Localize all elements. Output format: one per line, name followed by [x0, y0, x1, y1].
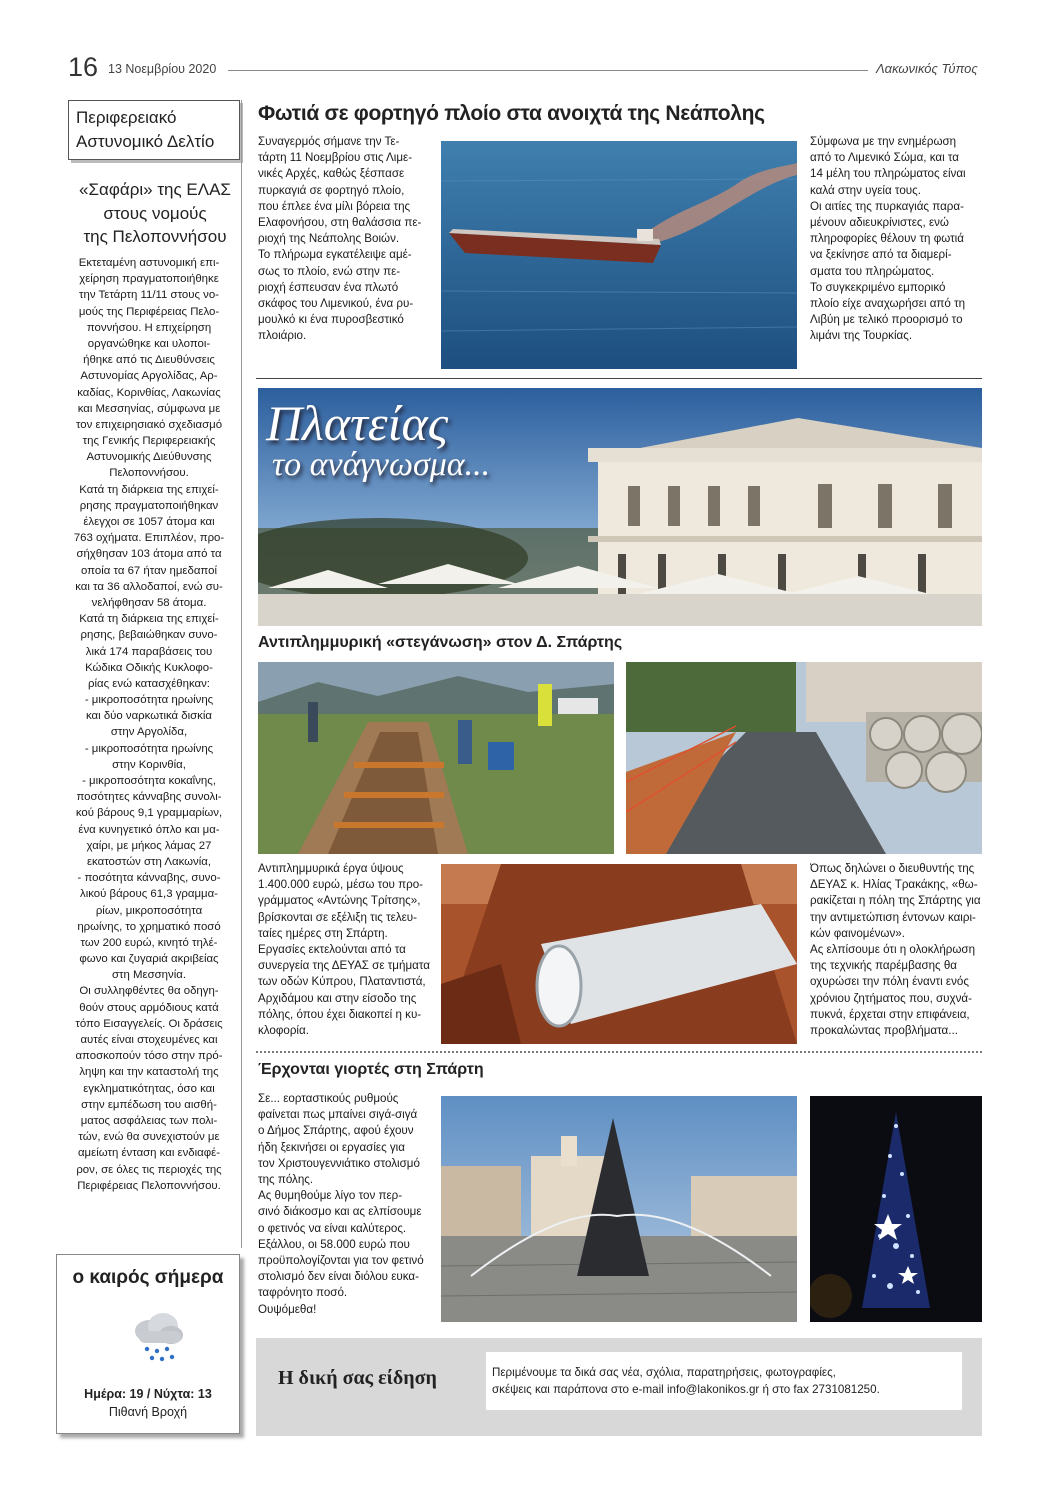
text-line: νελήφθησαν 58 άτομα. — [91, 596, 207, 609]
text-line: ληψη και την καταστολή της — [79, 1066, 219, 1079]
flood-article-left — [258, 861, 430, 1039]
text-line: 1.400.000 ευρώ, μέσω του προ- — [258, 878, 424, 892]
text-line: Οι αιτίες της πυρκαγιάς παρα- — [810, 199, 964, 213]
text-line: ο Δήμος Σπάρτης, αφού έχουν — [258, 1124, 414, 1138]
text-line: Το πλήρωμα εγκατέλειψε αμέ- — [258, 248, 412, 262]
text-line: χρόνιου ζητήματος που, συχνά- — [810, 991, 972, 1005]
text-line: Πελοποννήσου. — [109, 467, 189, 480]
text-line: Ας θυμηθούμε λίγο τον περ- — [258, 1189, 403, 1203]
text-line: την αντιμετώπιση έντονων καιρι- — [810, 910, 976, 924]
police-title-line: στους νομούς — [103, 203, 207, 223]
text-line: ρίας ενώ κατασχέθηκαν: — [88, 677, 210, 690]
text-line: των 200 ευρώ, κινητό τηλέ- — [80, 936, 218, 949]
text-line: Λιβύη με τελικό προορισμό το — [810, 313, 963, 327]
text-line: - μικροποσότητα κοκαΐνης, — [82, 775, 216, 787]
text-line: κών φαινομένων». — [810, 926, 905, 940]
page-number: 16 — [68, 52, 99, 82]
text-line: θούν στους αρμόδιους κατά — [79, 1001, 219, 1014]
flood-bottom-rule — [256, 1051, 982, 1053]
text-line: τον Χριστουγεννιάτικο στολισμό — [258, 1156, 420, 1170]
text-line: και Μεσσηνίας, σύμφωνα με — [77, 402, 221, 415]
text-line: Ουψόμεθα! — [258, 1302, 317, 1316]
text-line: τάρτη 11 Νοεμβρίου στις Λιμε- — [258, 151, 413, 165]
text-line: ο φετινός να είναι καλύτερος. — [258, 1221, 407, 1235]
text-line: Κατά τη διάρκεια της επιχεί- — [79, 613, 219, 626]
text-line: - μικροποσότητα ηρωίνης — [84, 742, 214, 755]
text-line: στην Κορινθία, — [112, 758, 186, 771]
text-line: ηρωίνης, το χρηματικό ποσό — [77, 920, 221, 933]
text-line: στην Αργολίδα, — [110, 726, 188, 739]
text-line: μένουν αδιευκρίνιστες, ενώ — [810, 216, 949, 230]
ship-article-right — [810, 134, 982, 345]
text-line: ήδη ξεκινήσει οι εργασίες για — [258, 1140, 405, 1154]
text-line: οποία τα 67 ήταν ημεδαποί — [81, 564, 217, 577]
text-line: ρησης πραγματοποιήθηκαν — [79, 499, 219, 512]
text-line: αποσκοπούν τόσο στην πρό- — [75, 1050, 223, 1063]
text-line: Συναγερμός σήμανε την Τε- — [258, 135, 400, 148]
section-label-line1: Περιφερειακό — [76, 108, 177, 127]
text-line: πυρκαγιά σε φορτηγό πλοίο, — [258, 183, 405, 197]
text-line: φαίνεται πως μπαίνει σιγά-σιγά — [258, 1108, 418, 1122]
text-line: την Τετάρτη 11/11 στους νο- — [79, 289, 219, 302]
text-line: λικά 174 παραβάσεις του — [85, 645, 213, 658]
text-line: της τεχνικής παρέμβασης θα — [810, 959, 958, 973]
text-line: από το Λιμενικό Σώμα, και τα — [810, 151, 959, 165]
text-line: πλοίο είχε αναχωρήσει από τη — [810, 297, 966, 311]
text-line: και τα 36 αλλοδαποί, ενώ συ- — [75, 580, 223, 593]
ship-bottom-rule — [256, 378, 982, 379]
flood-headline: Αντιπλημμυρική «στεγάνωση» στον Δ. Σπάρτης — [258, 634, 623, 651]
holiday-headline: Έρχονται γιορτές στη Σπάρτη — [258, 1061, 484, 1078]
news-box-line1: Περιμένουμε τα δικά σας νέα, σχόλια, παρατηρήσεις, φωτογραφίες, — [492, 1366, 836, 1379]
text-line: Εκτεταμένη αστυνομική επι- — [78, 257, 220, 269]
text-line: καλά στην υγεία τους. — [810, 183, 921, 197]
police-title-line: «Σαφάρι» της ΕΛΑΣ — [79, 180, 231, 199]
text-line: έλεγχοι σε 1057 άτομα και — [83, 516, 215, 528]
text-line: Σύμφωνα με την ενημέρωση — [810, 135, 957, 148]
text-line: ρον, σε όλες τις περιοχές της — [76, 1163, 222, 1176]
text-line: Ας ελπίσουμε ότι η ολοκλήρωση — [810, 943, 976, 957]
text-line: 14 μέλη του πληρώματος είναι — [810, 167, 966, 181]
publication-name: Λακωνικός Τύπος — [876, 61, 978, 76]
text-line: Κατά τη διάρκεια της επιχεί- — [79, 483, 219, 496]
section-label-line2: Αστυνομικό Δελτίο — [76, 132, 215, 151]
pipe-trench-closeup-photo — [441, 864, 797, 1044]
issue-date: 13 Νοεμβρίου 2020 — [108, 62, 217, 76]
text-line: πόλης, όπου έχει διακοπεί η κυ- — [258, 1007, 422, 1021]
text-line: Κώδικα Οδικής Κυκλοφο- — [85, 661, 213, 674]
text-line: των οδών Κύπρου, Πλαταντιστά, — [258, 975, 426, 989]
text-line: της Γενικής Περιφερειακής — [82, 435, 216, 448]
ship-fire-photo — [441, 141, 797, 369]
text-line: Όπως δηλώνει ο διευθυντής της — [810, 862, 975, 875]
text-line: αμείωτη ένταση και ενδιαφέ- — [77, 1147, 221, 1160]
banner-title-line2: το ανάγνωσμα... — [272, 446, 491, 483]
text-line: χαίρι, με μήκος λάμας 27 — [86, 839, 212, 852]
text-line: κλοφορία. — [258, 1024, 309, 1038]
text-line: ρησης, βεβαιώθηκαν συνο- — [80, 629, 218, 642]
header-rule — [228, 70, 868, 71]
text-line: προκαλώντας προβλήματα... — [810, 1024, 958, 1038]
text-line: πλοιάριο. — [258, 329, 307, 343]
text-line: ένα κυνηγετικό όπλο και μα- — [78, 823, 220, 836]
text-line: στην εμπέδωση του αισθή- — [81, 1098, 217, 1111]
text-line: Εργασίες εκτελούνται από τα — [258, 943, 406, 957]
rain-cloud-icon — [127, 1309, 187, 1365]
text-line: σματα του πληρώματος. — [810, 264, 935, 278]
text-line: αυτές είναι στοχευμένες και — [80, 1034, 218, 1046]
news-box-line2: σκέψεις και παράπονα στο e-mail info@lakonikos.gr ή στο fax 2731081250. — [492, 1383, 880, 1396]
pipes-road-photo — [626, 662, 982, 854]
flood-article-right — [810, 861, 982, 1039]
text-line: οργανώθηκε και υλοποι- — [87, 337, 211, 350]
text-line: βρίσκονται σε εξέλιξη τις τελευ- — [258, 910, 417, 924]
text-line: προϋπολογίζονται για τον φετινό — [258, 1254, 424, 1268]
text-line: σινό διάκοσμο και ας ελπίσουμε — [258, 1205, 422, 1219]
text-line: ρακίζεται η πόλη της Σπάρτης για — [810, 894, 981, 908]
holiday-article-body — [258, 1091, 430, 1318]
text-line: τον επιχειρησιακό σχεδιασμό — [75, 418, 223, 431]
text-line: γράμματος «Αντώνης Τρίτσης», — [258, 894, 421, 908]
text-line: νικές Αρχές, καθώς ξέσπασε — [258, 167, 405, 181]
text-line: ταφρόνητο ποσό. — [258, 1286, 348, 1300]
weather-forecast: Πιθανή Βροχή — [108, 1405, 188, 1419]
text-line: 763 οχήματα. Επιπλέον, προ- — [73, 532, 225, 545]
text-line: Οι συλληφθέντες θα οδηγη- — [79, 985, 219, 998]
text-line: συνεργεία της ΔΕΥΑΣ σε τμήματα — [258, 959, 430, 973]
text-line: στολισμό δεν είναι διόλου ευκα- — [258, 1270, 419, 1284]
police-article-body — [70, 255, 228, 1194]
police-title — [66, 178, 244, 249]
news-box-label: Η δική σας είδηση — [278, 1367, 437, 1389]
text-line: σκάφος του Λιμενικού, ένα ρυ- — [258, 297, 414, 311]
police-column-rule — [241, 100, 242, 1248]
text-line: χείρηση πραγματοποιήθηκε — [79, 273, 219, 286]
text-line: λικού βάρους 61,3 γραμμα- — [80, 888, 218, 901]
weather-box — [56, 1254, 240, 1434]
text-line: ποσότητες κάνναβης συνολι- — [76, 791, 222, 804]
text-line: εγκληματικότητας, όσο και — [83, 1082, 215, 1095]
text-line: που έπλεε ένα μίλι βόρεια της — [258, 199, 411, 213]
text-line: Αστυνομίας Αργολίδας, Αρ- — [80, 370, 218, 383]
text-line: Ελαφονήσου, στη θαλάσσια πε- — [258, 216, 422, 230]
text-line: Σε... εορταστικούς ρυθμούς — [258, 1092, 399, 1105]
text-line: μουλκό κι ένα πυροσβεστικό — [258, 313, 404, 327]
trench-works-photo — [258, 662, 614, 854]
text-line: ριοχή έσπευσαν ένα πλωτό — [258, 280, 399, 294]
text-line: σήχθησαν 103 άτομα από τα — [76, 548, 222, 561]
news-submission-box — [256, 1338, 982, 1436]
text-line: λιμάνι της Τουρκίας. — [810, 329, 913, 343]
text-line: σως το πλοίο, ενώ στην πε- — [258, 264, 401, 278]
text-line: φωνο και ζυγαριά ακριβείας — [79, 953, 219, 966]
ship-article-left — [258, 134, 430, 345]
christmas-tree-night-photo — [810, 1096, 982, 1322]
text-line: εκατοστών στη Λακωνία, — [86, 855, 212, 868]
text-line: τόπο Εισαγγελείς. Οι δράσεις — [75, 1017, 223, 1030]
news-box-message-panel — [486, 1352, 962, 1410]
text-line: ριοχή της Νεάπολης Βοιών. — [258, 232, 400, 246]
text-line: της πόλης. — [258, 1173, 314, 1187]
text-line: ρίων, μικροποσότητα — [95, 904, 203, 917]
text-line: τών, ενώ θα συνεχιστούν με — [78, 1131, 220, 1144]
text-line: ήθηκε από τις Διευθύνσεις — [83, 354, 215, 367]
text-line: Εξάλλου, οι 58.000 ευρώ που — [258, 1237, 410, 1251]
text-line: Περιφέρειας Πελοποννήσου. — [77, 1179, 221, 1192]
ship-headline: Φωτιά σε φορτηγό πλοίο στα ανοιχτά της Νεάπολης — [258, 102, 765, 125]
text-line: και δύο ναρκωτικά δισκία — [85, 710, 212, 723]
text-line: καδίας, Κορινθίας, Λακωνίας — [77, 386, 221, 399]
square-christmas-tree-day-photo — [441, 1096, 797, 1322]
text-line: Αρχιδάμου και στην είσοδο της — [258, 991, 417, 1005]
text-line: Αντιπλημμυρικά έργα ύψους — [258, 862, 404, 875]
text-line: ΔΕΥΑΣ κ. Ηλίας Τρακάκης, «θω- — [810, 878, 978, 892]
text-line: ταίες ημέρες στη Σπάρτη. — [258, 926, 388, 940]
text-line: - ποσότητα κάνναβης, συνο- — [77, 872, 221, 885]
section-label-box — [68, 100, 240, 160]
text-line: κού βάρους 9,1 γραμμαρίων, — [75, 807, 223, 820]
weather-title: ο καιρός σήμερα — [72, 1267, 224, 1288]
text-line: Το συγκεκριμένο εμπορικό — [810, 280, 946, 294]
text-line: μούς της Περιφέρειας Πελο- — [78, 305, 220, 318]
banner-title-line1: Πλατείας — [266, 395, 449, 451]
text-line: πυκνά, έρχεται στην επιφάνεια, — [810, 1007, 970, 1021]
text-line: να ξεκίνησε από τα διαμερί- — [810, 248, 952, 262]
text-line: - μικροποσότητα ηρωίνης — [84, 694, 214, 707]
text-line: ποννήσου. Η επιχείρηση — [86, 321, 212, 334]
text-line: ματος ασφάλειας των πολι- — [80, 1114, 218, 1127]
weather-temps: Ημέρα: 19 / Νύχτα: 13 — [84, 1387, 212, 1401]
text-line: Αστυνομικής Διεύθυνσης — [86, 451, 212, 464]
text-line: στη Μεσσηνία. — [112, 969, 186, 982]
text-line: οχυρώσει την πόλη έναντι ενός — [810, 975, 969, 989]
text-line: πληροφορίες θέλουν τη φωτιά — [810, 232, 964, 246]
police-title-line: της Πελοποννήσου — [83, 227, 227, 246]
